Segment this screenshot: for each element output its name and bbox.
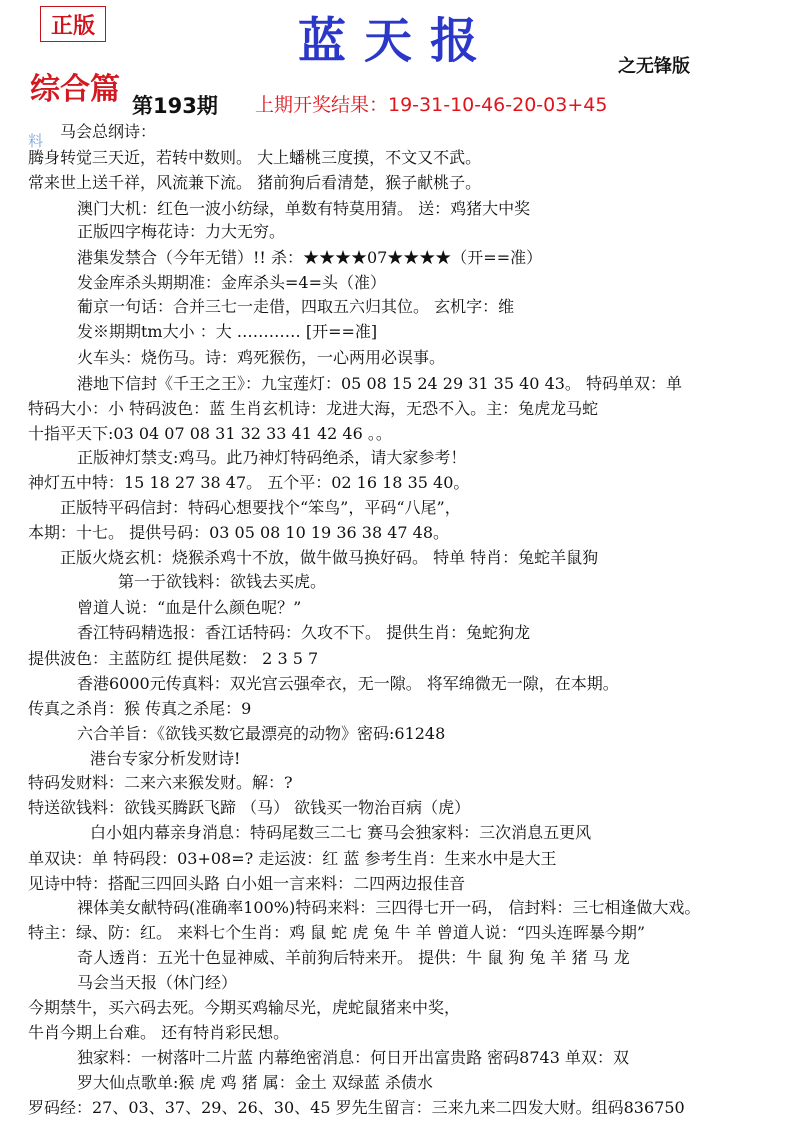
text-line: 港台专家分析发财诗! [90, 749, 241, 768]
text-line: 见诗中特：搭配三四回头路 白小姐一言来料：二四两边报佳音 [28, 874, 466, 893]
text-line: 葡京一句话：合并三七一走借，四取五六归其位。 玄机字：维 [77, 297, 515, 316]
text-line: 澳门大机：红色一波小纺绿，单数有特莫用猜。 送：鸡猪大中奖 [77, 199, 531, 218]
text-line: 特送欲钱料：欲钱买腾跃飞蹄 （马） 欲钱买一物治百病（虎） [28, 798, 471, 817]
section-title: 综合篇 [30, 72, 120, 107]
text-line: 正版火烧玄机：烧猴杀鸡十不放，做牛做马换好码。 特单 特肖：兔蛇羊鼠狗 [60, 548, 599, 567]
text-line: 裸体美女献特码(准确率100%)特码来料：三四得七开一码， 信封料：三七相逢做大戏。 [77, 898, 701, 917]
text-line: 火车头：烧伤马。诗：鸡死猴伤，一心两用必误事。 [77, 348, 446, 367]
text-line: 正版四字梅花诗：力大无穷。 [77, 222, 286, 241]
text-line: 特主：绿、防：红。 来料七个生肖：鸡 鼠 蛇 虎 兔 牛 羊 曾道人说：“四头连晖暴今期” [28, 923, 646, 942]
text-line: 发金库杀头期期准：金库杀头=4=头（准） [77, 273, 386, 292]
official-edition-stamp: 正版 [40, 6, 106, 42]
text-line: 常来世上送千祥，风流兼下流。 猪前狗后看清楚，猴子献桃子。 [28, 173, 482, 192]
text-line: 今期禁牛，买六码去死。今期买鸡输尽光，虎蛇鼠猪来中奖， [28, 998, 461, 1017]
text-line: 六合羊旨：《欲钱买数它最漂亮的动物》密码:61248 [77, 724, 446, 743]
text-line: 腾身转觉三天近，若转中数则。 大上蟠桃三度摸，不文又不武。 [28, 148, 482, 167]
text-line: 罗码经：27、03、37、29、26、30、45 罗先生留言：三来九来二四发大财。组码836750 [28, 1098, 685, 1117]
text-line: 单双诀：单 特码段：03+08=? 走运波：红 蓝 参考生肖：生来水中是大王 [28, 849, 557, 868]
text-line: 独家料：一树落叶二片蓝 内幕绝密消息：何日开出富贵路 密码8743 单双：双 [77, 1048, 629, 1067]
text-line: 神灯五中特：15 18 27 38 47。 五个平：02 16 18 35 40。 [28, 473, 470, 492]
text-line: 传真之杀肖：猴 传真之杀尾：9 [28, 699, 252, 718]
text-line: 罗大仙点歌单:猴 虎 鸡 猪 属：金土 双绿蓝 杀债水 [77, 1073, 433, 1092]
text-line: 牛肖今期上台难。 还有特肖彩民想。 [28, 1023, 290, 1042]
text-line: 港集发禁合（今年无错）!! 杀：★★★★07★★★★（开==准） [77, 248, 543, 267]
last-draw-result: 上期开奖结果：19-31-10-46-20-03+45 [255, 94, 608, 116]
text-line: 港地下信封《千王之王》：九宝莲灯：05 08 15 24 29 31 35 40 43。 特码单双：单 [77, 374, 683, 393]
text-line: 香江特码精选报：香江话特码：久攻不下。 提供生肖：兔蛇狗龙 [77, 623, 531, 642]
edition-label: 之无锋版 [618, 56, 690, 77]
side-watermark: 料 [28, 132, 44, 150]
text-line: 十指平天下:03 04 07 08 31 32 33 41 42 46 。。 [28, 424, 392, 443]
text-line: 正版神灯禁支:鸡马。此乃神灯特码绝杀，请大家参考！ [77, 448, 467, 467]
text-line: 正版特平码信封：特码心想要找个“笨鸟”，平码“八尾”， [60, 498, 461, 517]
text-line: 本期：十七。 提供号码：03 05 08 10 19 36 38 47 48。 [28, 523, 450, 542]
text-line: 特码大小：小 特码波色：蓝 生肖玄机诗：龙进大海，无恐不入。主：兔虎龙马蛇 [28, 399, 599, 418]
text-line: 第一于欲钱料：欲钱去买虎。 [118, 572, 327, 591]
text-line: 曾道人说：“血是什么颜色呢？” [77, 598, 302, 617]
text-line: 白小姐内幕亲身消息：特码尾数三二七 赛马会独家料：三次消息五更风 [90, 823, 592, 842]
text-line: 提供波色：主蓝防红 提供尾数： 2 3 5 7 [28, 649, 319, 668]
text-line: 马会当天报（休门经） [77, 973, 238, 992]
issue-number: 第193期 [132, 94, 218, 118]
newspaper-title: 蓝天报 [297, 13, 496, 69]
text-line: 马会总纲诗： [60, 122, 157, 141]
text-line: 特码发财料：二来六来猴发财。解：? [28, 773, 293, 792]
text-line: 香港6000元传真料：双光宫云强牵衣，无一隙。 将军绵微无一隙，在本期。 [77, 674, 619, 693]
text-line: 奇人透肖：五光十色显神威、羊前狗后特来开。 提供：牛 鼠 狗 兔 羊 猪 马 龙 [77, 948, 630, 967]
text-line: 发※期期tm大小 ：大 ………… [开==准] [77, 322, 378, 341]
